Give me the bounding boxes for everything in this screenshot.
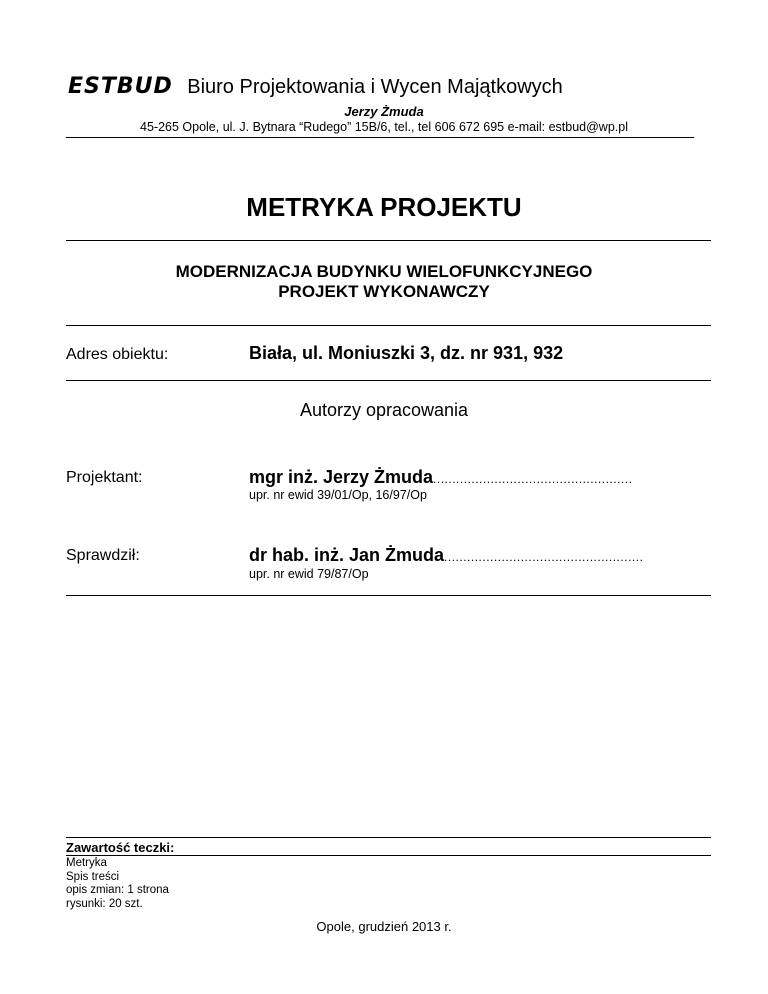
site-address-label: Adres obiektu: (66, 346, 169, 363)
signature-dots: .................................................... (433, 472, 633, 486)
brand-tagline: Biuro Projektowania i Wycen Majątkowych (187, 76, 563, 98)
checker-license: upr. nr ewid 79/87/Op (249, 567, 369, 581)
divider (66, 595, 711, 596)
designer-license: upr. nr ewid 39/01/Op, 16/97/Op (249, 488, 427, 502)
contents-title: Zawartość teczki: (66, 840, 175, 855)
letterhead-brand (68, 74, 563, 99)
divider (66, 837, 711, 838)
letterhead-divider (66, 137, 694, 138)
owner-name: Jerzy Żmuda (344, 104, 424, 119)
designer-label: Projektant: (66, 469, 143, 486)
office-address: 45-265 Opole, ul. J. Bytnara “Rudego” 15B/6, tel., tel 606 672 695 e-mail: estbud@wp.pl (140, 120, 628, 134)
site-address-value: Biała, ul. Moniuszki 3, dz. nr 931, 932 (249, 343, 564, 363)
contents-list (66, 857, 169, 911)
divider (66, 380, 711, 381)
designer-signature-line (249, 467, 632, 488)
checker-signature-line (249, 545, 643, 566)
checker-label: Sprawdził: (66, 547, 140, 564)
divider (66, 325, 711, 326)
project-title-line-1: MODERNIZACJA BUDYNKU WIELOFUNKCYJNEGO (175, 262, 593, 281)
designer-name: mgr inż. Jerzy Żmuda (249, 467, 434, 487)
list-item: rysunki: 20 szt. (66, 897, 143, 910)
list-item: opis zmian: 1 strona (66, 884, 169, 897)
document-title: METRYKA PROJEKTU (246, 192, 522, 222)
project-title (0, 262, 768, 302)
brand-name: ESTBUD (68, 74, 173, 99)
authors-heading: Autorzy opracowania (299, 400, 469, 420)
list-item: Metryka (66, 857, 107, 869)
list-item: Spis treści (66, 870, 120, 883)
project-title-line-2: PROJEKT WYKONAWCZY (278, 282, 490, 301)
divider (66, 240, 711, 241)
divider (66, 855, 711, 856)
signature-dots: .................................................... (444, 550, 644, 564)
checker-name: dr hab. inż. Jan Żmuda (249, 545, 445, 565)
place-date: Opole, grudzień 2013 r. (316, 919, 452, 934)
